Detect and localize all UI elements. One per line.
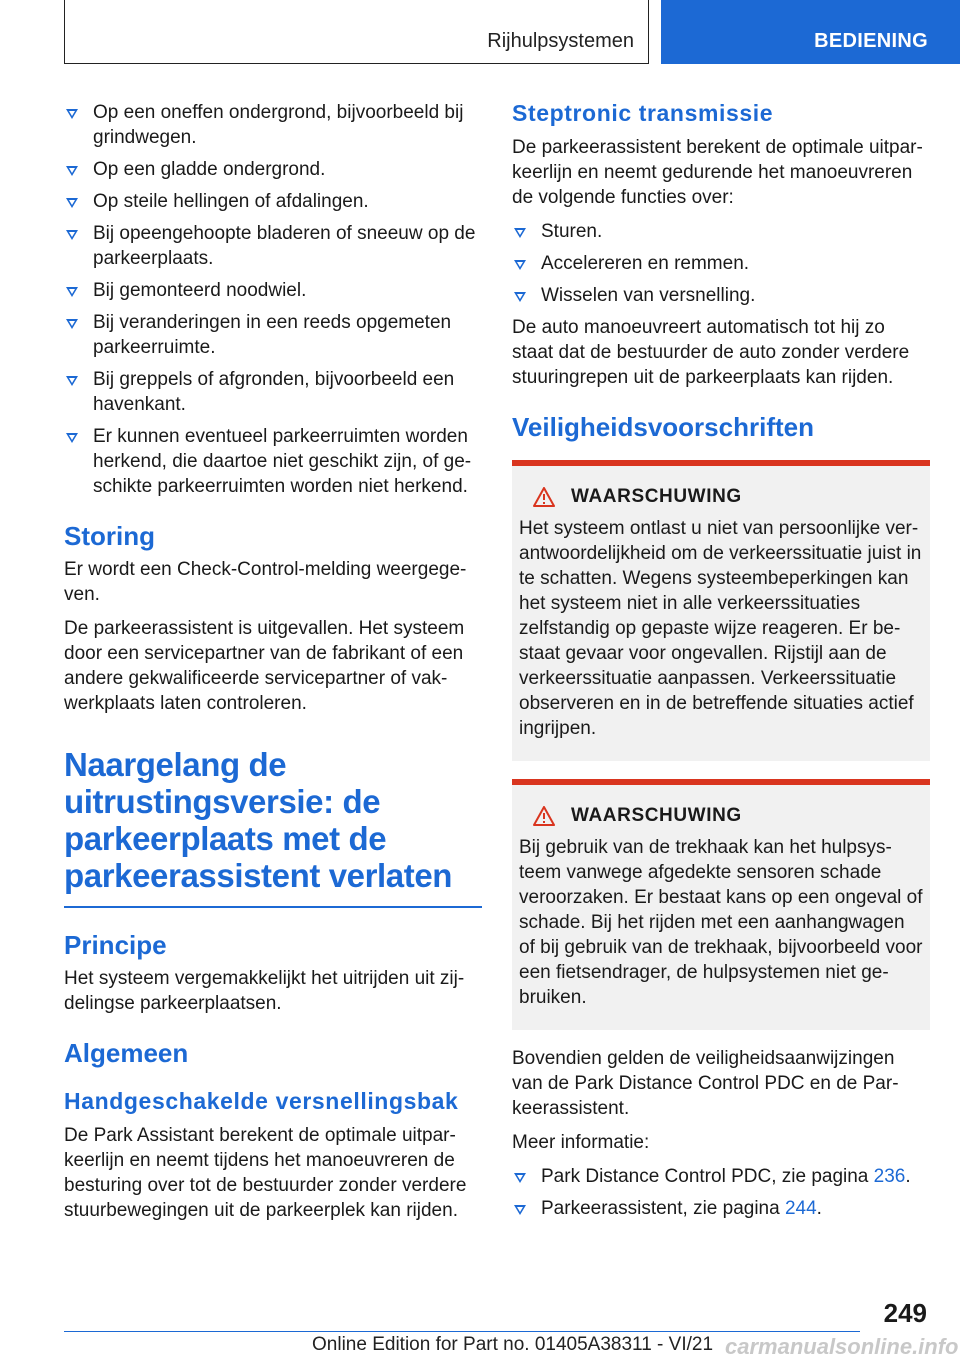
list-item: Bij opeengehoopte bladeren of sneeuw op de parkeerplaats.	[64, 221, 482, 271]
steptronic-functions-list	[512, 219, 930, 308]
storing-paragraph-1: Er wordt een Check-Control-melding weergegeven.	[64, 559, 467, 605]
list-item: Accelereren en remmen.	[512, 251, 930, 276]
chapter-heading: Naargelang de uitrustingsversie: de parkeerplaats met de parkeerassistent verlaten	[64, 746, 453, 894]
edition-footer: Online Edition for Part no. 01405A38311 - VI/21	[312, 1334, 714, 1355]
list-item: Wisselen van versnelling.	[512, 283, 930, 308]
steptronic-paragraph: De parkeerassistent berekent de optimale uitparkeerlijn en neemt gedurende het manoeuvreren de volgende functies over:	[512, 137, 923, 208]
list-item: Bij veranderingen in een reeds opgemeten parkeerruimte.	[64, 310, 482, 360]
triangle-bullet-icon	[514, 228, 526, 238]
algemeen-heading: Algemeen	[64, 1038, 189, 1068]
list-item: Sturen.	[512, 219, 930, 244]
list-item: Er kunnen eventueel parkeerruimten worden herkend, die daartoe niet geschikt zijn, of geschikte parkeerruimten worden niet herkend.	[64, 424, 482, 499]
warning-triangle-icon	[533, 806, 555, 826]
triangle-bullet-icon	[66, 109, 78, 119]
page-link-236[interactable]: 236	[873, 1166, 906, 1187]
list-item: Op een oneffen ondergrond, bijvoorbeeld bij grindwegen.	[64, 100, 482, 150]
warning-box-1	[512, 460, 930, 761]
warning-text: Bij gebruik van de trekhaak kan het hulpsysteem vanwege afgedekte sensoren schade veroorzaken. Er bestaat kans op een ongeval of schade. Bij het rijden met een aanhangwagen of bij gebruik van de trekhaak, bijvoorbeeld voor een fietsendrager, de hulpsystemen niet gebruiken.	[519, 837, 923, 1008]
steptronic-paragraph-2: De auto manoeuvreert automatisch tot hij zo staat dat de bestuurder de auto zonder verdere stuuringrepen uit de parkeerplaats kan rijden.	[512, 317, 910, 388]
page-link-244[interactable]: 244	[784, 1198, 817, 1219]
triangle-bullet-icon	[66, 376, 78, 386]
triangle-bullet-icon	[66, 319, 78, 329]
steptronic-heading: Steptronic transmissie	[512, 100, 774, 126]
storing-heading: Storing	[64, 521, 155, 551]
watermark-logo: carmanualsonline.info	[725, 1334, 959, 1359]
principe-heading: Principe	[64, 930, 167, 960]
safety-heading: Veiligheidsvoorschriften	[512, 412, 814, 442]
list-item: Bij greppels of afgronden, bijvoorbeeld een havenkant.	[64, 367, 482, 417]
warning-box-2	[512, 779, 930, 1030]
header-chapter-box	[64, 0, 649, 64]
right-column	[512, 100, 930, 1228]
triangle-bullet-icon	[66, 433, 78, 443]
list-item: Bij gemonteerd noodwiel.	[64, 278, 482, 303]
footer-divider	[64, 1331, 860, 1332]
triangle-bullet-icon	[514, 1173, 526, 1183]
left-column	[64, 100, 482, 1232]
triangle-bullet-icon	[514, 292, 526, 302]
triangle-bullet-icon	[66, 198, 78, 208]
page-number: 249	[883, 1298, 927, 1328]
warning-label: WAARSCHUWING	[571, 805, 742, 826]
more-info-label: Meer informatie:	[512, 1132, 650, 1153]
principe-paragraph: Het systeem vergemakkelijkt het uitrijden uit zijdelingse parkeerplaatsen.	[64, 968, 465, 1014]
section-title: BEDIENING	[814, 30, 928, 52]
warning-triangle-icon	[533, 487, 555, 507]
list-item: Park Distance Control PDC, zie pagina 236.	[512, 1164, 930, 1189]
heading-divider	[64, 906, 482, 908]
storing-paragraph-2: De parkeerassistent is uitgevallen. Het systeem door een servicepartner van de fabrikant of een andere gekwalificeerde servicepartner of vakwerkplaats laten controleren.	[64, 618, 465, 714]
triangle-bullet-icon	[66, 166, 78, 176]
references-list	[512, 1164, 930, 1221]
triangle-bullet-icon	[66, 230, 78, 240]
warning-label: WAARSCHUWING	[571, 486, 742, 507]
safety-reference-paragraph: Bovendien gelden de veiligheidsaanwijzingen van de Park Distance Control PDC en de Parkeerassistent.	[512, 1048, 899, 1119]
list-item: Parkeerassistent, zie pagina 244.	[512, 1196, 930, 1221]
list-item: Op steile hellingen of afdalingen.	[64, 189, 482, 214]
chapter-title: Rijhulpsystemen	[487, 30, 634, 52]
conditions-list	[64, 100, 482, 499]
header-section-tab[interactable]	[661, 0, 960, 64]
warning-text: Het systeem ontlast u niet van persoonlijke verantwoordelijkheid om de verkeerssituatie juist in te schatten. Wegens systeembeperkingen kan het systeem niet in alle verkeerssituaties zelfstandig op gepaste wijze reageren. Er bestaat gevaar voor ongevallen. Rijstijl aan de verkeerssituatie aanpassen. Verkeerssituatie observeren en in de betreffende situaties actief ingrijpen.	[519, 518, 922, 739]
triangle-bullet-icon	[514, 260, 526, 270]
manual-transmission-heading: Handgeschakelde versnellingsbak	[64, 1088, 459, 1114]
manual-transmission-paragraph: De Park Assistant berekent de optimale uitparkeerlijn en neemt tijdens het manoeuvreren de besturing over tot de bestuurder zonder verdere stuurbewegingen uit de parkeerplek kan rijden.	[64, 1125, 467, 1221]
list-item: Op een gladde ondergrond.	[64, 157, 482, 182]
triangle-bullet-icon	[514, 1205, 526, 1215]
triangle-bullet-icon	[66, 287, 78, 297]
